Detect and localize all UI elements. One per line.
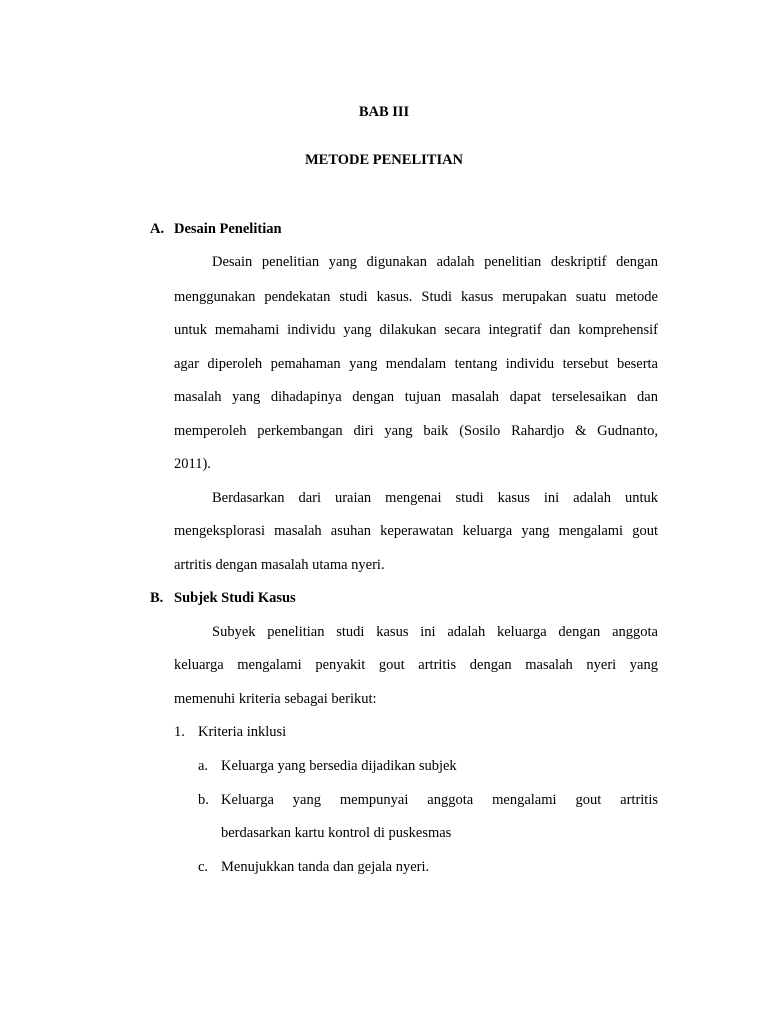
section-a-heading (150, 221, 282, 238)
paragraph-line: artritis dengan masalah utama nyeri. (174, 557, 385, 573)
paragraph-line: menggunakan pendekatan studi kasus. Studi kasus merupakan suatu metode (174, 289, 658, 305)
paragraph-line: memperoleh perkembangan diri yang baik (Sosilo Rahardjo & Gudnanto, (174, 423, 658, 439)
section-b-heading (150, 590, 296, 607)
list-marker: 1. (174, 724, 185, 740)
paragraph-line: Berdasarkan dari uraian mengenai studi kasus ini adalah untuk (212, 490, 658, 506)
paragraph-line: Subyek penelitian studi kasus ini adalah keluarga dengan anggota (212, 624, 658, 640)
list-item-label: Kriteria inklusi (198, 724, 287, 740)
paragraph-line: keluarga mengalami penyakit gout artritis dengan masalah nyeri yang (174, 657, 658, 673)
sublist-item: Keluarga yang mempunyai anggota mengalami gout artritis (221, 792, 658, 808)
sublist-item: Menujukkan tanda dan gejala nyeri. (221, 859, 430, 875)
chapter-title: METODE PENELITIAN (304, 152, 464, 168)
sublist-marker: a. (198, 758, 209, 774)
sublist-item-continued: berdasarkan kartu kontrol di puskesmas (221, 825, 452, 841)
paragraph-line: untuk memahami individu yang dilakukan secara integratif dan komprehensif (174, 322, 658, 338)
section-a-title: Desain Penelitian (174, 221, 282, 237)
section-a-marker: A. (150, 221, 165, 237)
section-b-title: Subjek Studi Kasus (174, 590, 296, 606)
paragraph-line: agar diperoleh pemahaman yang mendalam tentang individu tersebut beserta (174, 356, 658, 372)
sublist-marker: c. (198, 859, 209, 875)
sublist-marker: b. (198, 792, 209, 808)
sublist-item: Keluarga yang bersedia dijadikan subjek (221, 758, 457, 774)
section-b-marker: B. (150, 590, 164, 606)
paragraph-line: 2011). (174, 456, 211, 472)
chapter-number: BAB III (358, 104, 410, 120)
paragraph-line: masalah yang dihadapinya dengan tujuan masalah dapat terselesaikan dan (174, 389, 658, 405)
paragraph-line: Desain penelitian yang digunakan adalah penelitian deskriptif dengan (212, 254, 658, 270)
paragraph-line: mengeksplorasi masalah asuhan keperawatan keluarga yang mengalami gout (174, 523, 658, 539)
paragraph-line: memenuhi kriteria sebagai berikut: (174, 691, 377, 707)
